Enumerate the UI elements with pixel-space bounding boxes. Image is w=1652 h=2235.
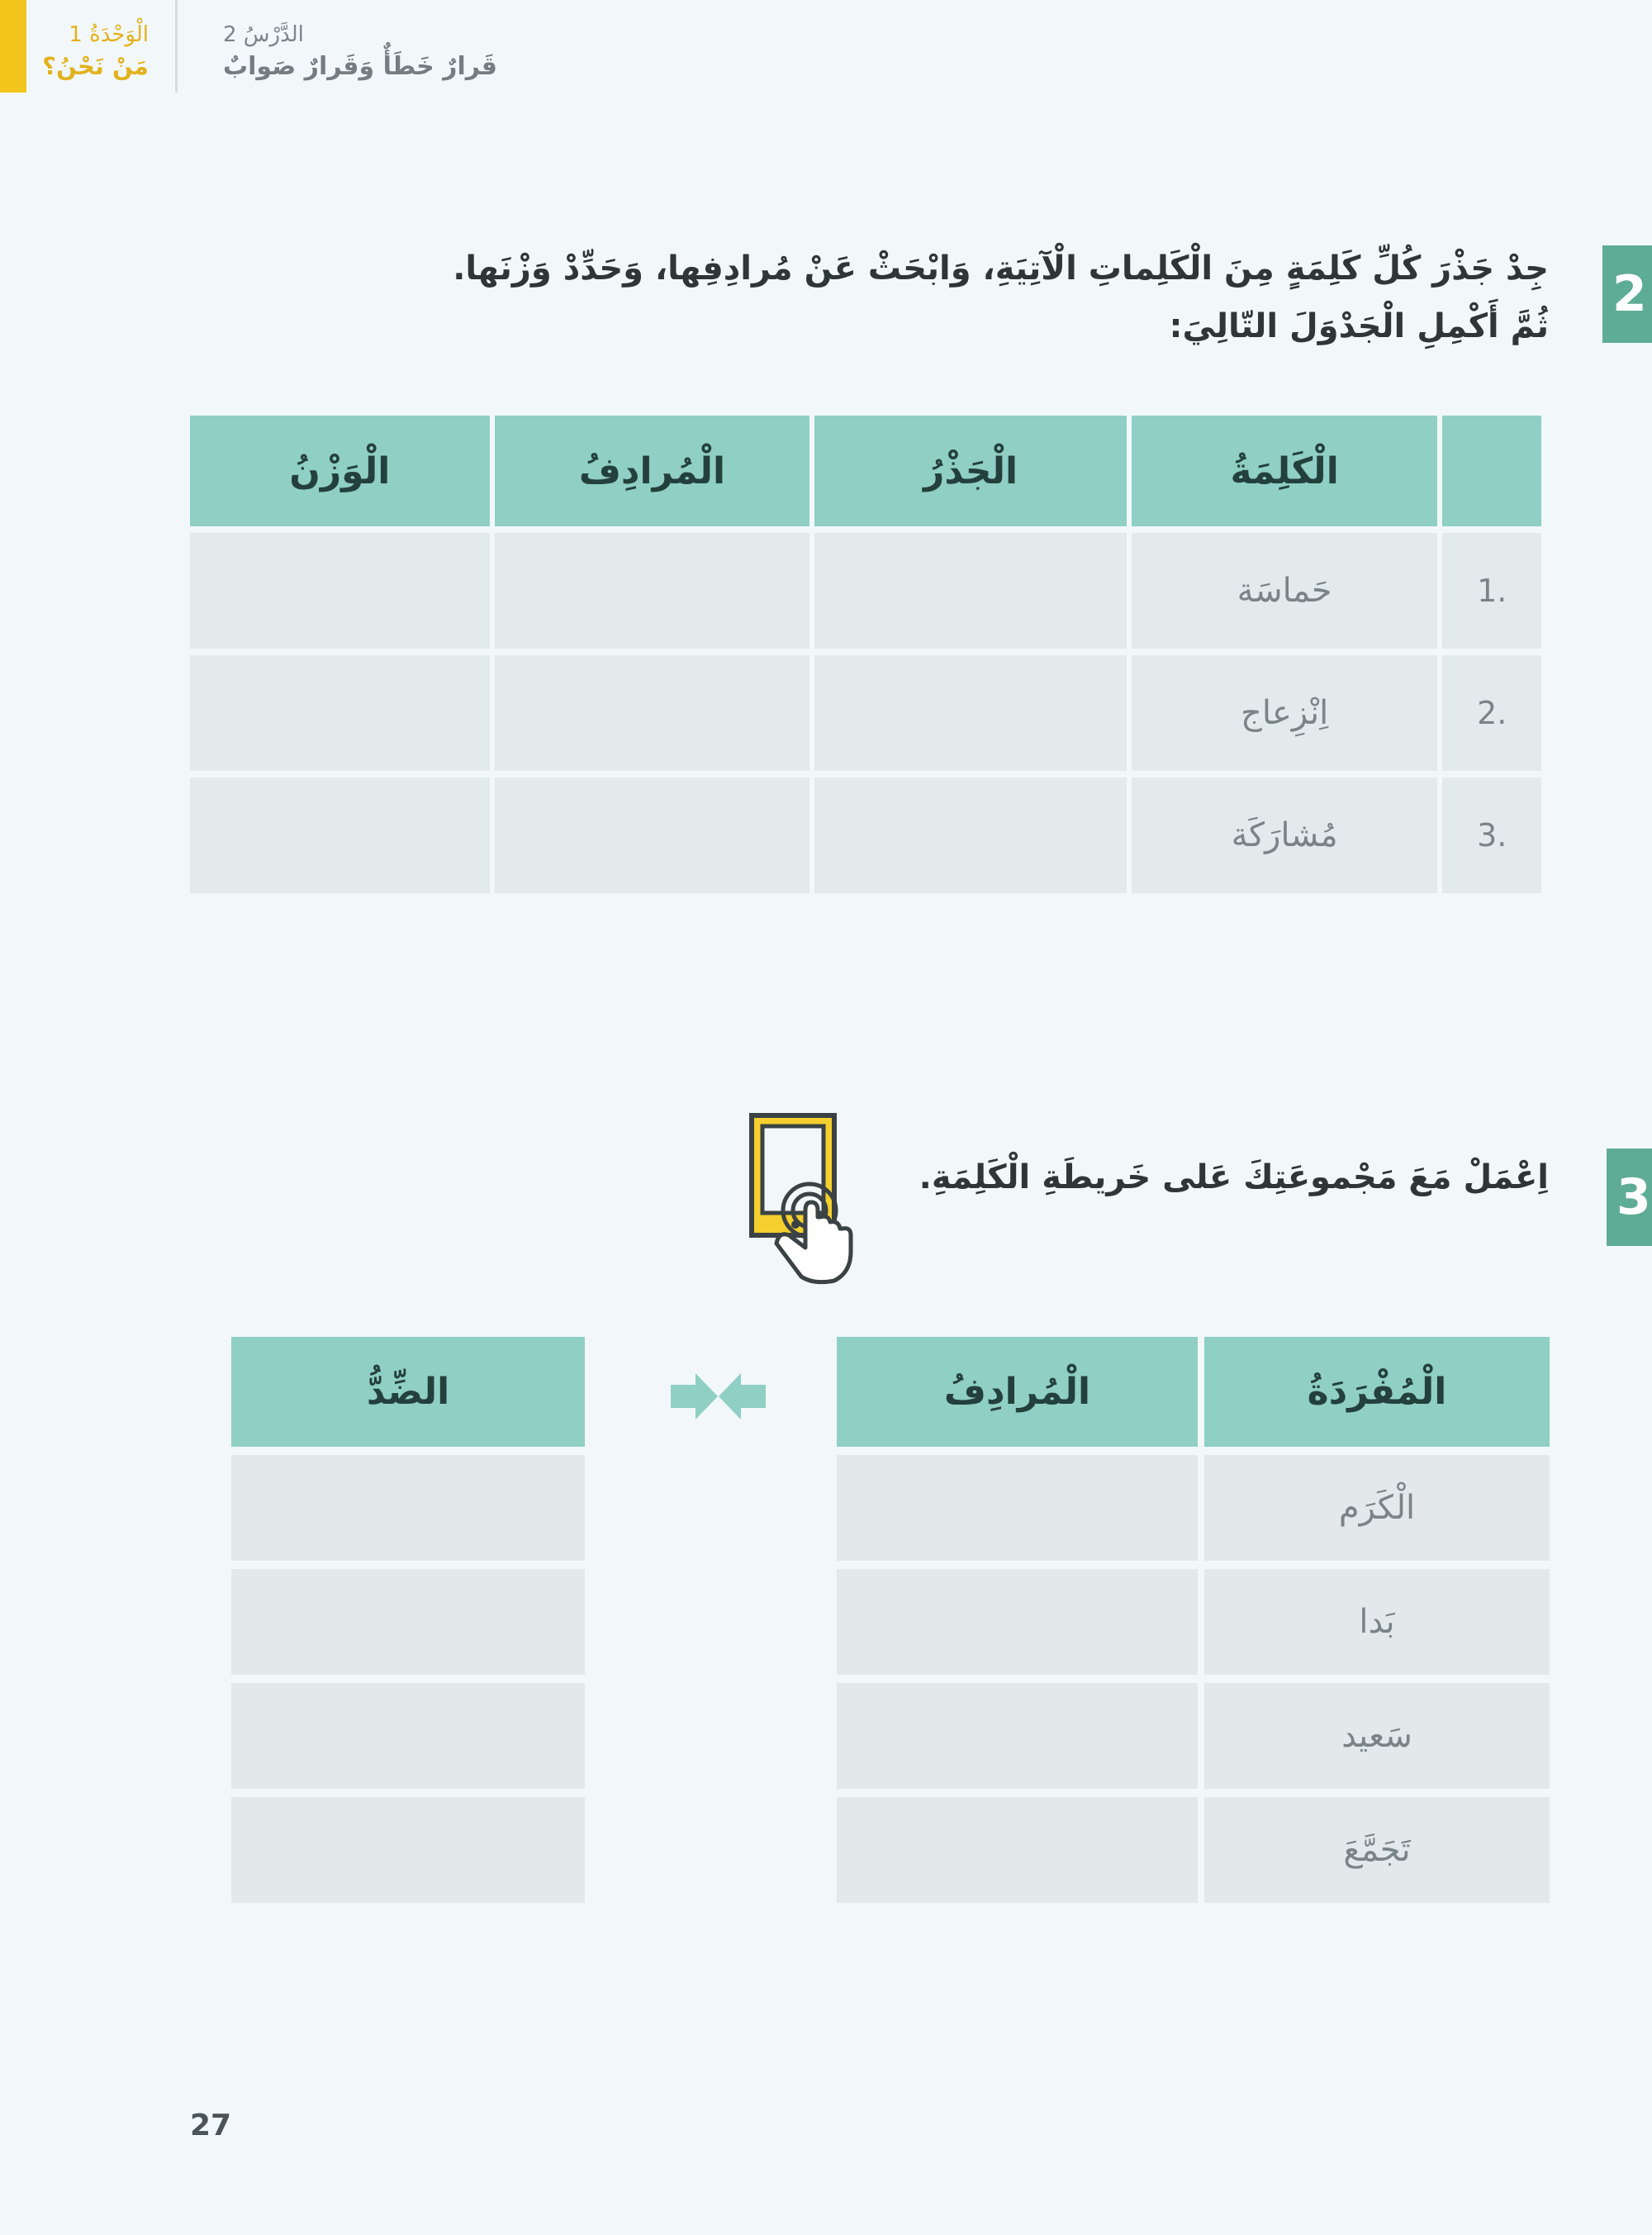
unit-title: مَنْ نَحْنُ؟ — [42, 52, 149, 80]
opposite-answer-cell[interactable] — [231, 1797, 585, 1903]
table-header-row — [190, 416, 1541, 526]
section-2-instruction — [248, 240, 1549, 355]
tablet-touch-icon — [748, 1111, 859, 1286]
instruction-line-1: جِدْ جَذْرَ كُلِّ كَلِمَةٍ مِنَ الْكَلِماتِ الْآتِيَةِ، وَابْحَثْ عَنْ مُرادِفِها، وَحَدِّدْ وَزْنَها. — [453, 250, 1549, 288]
synonym-answer-cell[interactable] — [837, 1797, 1198, 1903]
table-row — [231, 1455, 585, 1561]
root-synonym-weight-table — [190, 416, 1541, 900]
word-cell: بَدا — [1204, 1569, 1550, 1675]
word-cell: حَماسَة — [1132, 533, 1438, 649]
root-answer-cell[interactable] — [814, 533, 1127, 649]
table-row — [190, 533, 1541, 649]
weight-answer-cell[interactable] — [190, 533, 490, 649]
opposite-answer-cell[interactable] — [231, 1569, 585, 1675]
header-word: الْمُفْرَدَةُ — [1204, 1337, 1550, 1447]
root-answer-cell[interactable] — [814, 655, 1127, 771]
unit-label — [33, 20, 149, 83]
table-row — [231, 1797, 585, 1903]
header-synonym: الْمُرادِفُ — [495, 416, 810, 526]
word-cell: سَعيد — [1204, 1683, 1550, 1789]
word-synonym-table — [837, 1337, 1550, 1911]
weight-answer-cell[interactable] — [190, 655, 490, 771]
table-row — [231, 1683, 585, 1789]
unit-color-bar — [0, 0, 26, 93]
header-word: الْكَلِمَةُ — [1132, 416, 1438, 526]
header-number — [1442, 416, 1541, 526]
table-header-row — [837, 1337, 1550, 1447]
table-row — [837, 1683, 1550, 1789]
weight-answer-cell[interactable] — [190, 777, 490, 893]
synonym-answer-cell[interactable] — [495, 655, 810, 771]
opposite-answer-cell[interactable] — [231, 1455, 585, 1561]
header-divider — [175, 0, 178, 93]
word-cell: اِنْزِعاج — [1132, 655, 1438, 771]
lesson-title: قَرارٌ خَطَأٌ وَقَرارٌ صَوابٌ — [223, 52, 498, 81]
header-synonym: الْمُرادِفُ — [837, 1337, 1198, 1447]
row-number: .2 — [1442, 655, 1541, 771]
synonym-answer-cell[interactable] — [837, 1683, 1198, 1789]
lesson-number: الدَّرْسُ 2 — [223, 22, 304, 47]
synonym-answer-cell[interactable] — [837, 1569, 1198, 1675]
table-header-row — [231, 1337, 585, 1447]
word-cell: تَجَمَّعَ — [1204, 1797, 1550, 1903]
word-cell: مُشارَكَة — [1132, 777, 1438, 893]
table-row — [837, 1797, 1550, 1903]
header-opposite: الضِّدُّ — [231, 1337, 585, 1447]
opposite-table — [231, 1337, 585, 1911]
section-2-badge: 2 — [1602, 245, 1652, 343]
page-number: 27 — [190, 2109, 232, 2142]
root-answer-cell[interactable] — [814, 777, 1127, 893]
table-row — [190, 655, 1541, 771]
table-row — [837, 1455, 1550, 1561]
section-3-badge: 3 — [1607, 1148, 1652, 1246]
header-weight: الْوَزْنُ — [190, 416, 490, 526]
word-cell: الْكَرَم — [1204, 1455, 1550, 1561]
lesson-label — [223, 20, 553, 84]
opposite-answer-cell[interactable] — [231, 1683, 585, 1789]
synonym-answer-cell[interactable] — [495, 533, 810, 649]
table-row — [190, 777, 1541, 893]
row-number: .1 — [1442, 533, 1541, 649]
unit-number: الْوَحْدَةُ 1 — [69, 22, 149, 47]
section-3-instruction: اِعْمَلْ مَعَ مَجْموعَتِكَ عَلى خَريطَةِ الْكَلِمَةِ. — [919, 1158, 1549, 1196]
instruction-line-2: ثُمَّ أَكْمِلِ الْجَدْوَلَ التّالِيَ: — [1169, 307, 1549, 345]
table-row — [837, 1569, 1550, 1675]
synonym-answer-cell[interactable] — [837, 1455, 1198, 1561]
row-number: .3 — [1442, 777, 1541, 893]
converging-arrows-icon — [671, 1373, 766, 1419]
table-row — [231, 1569, 585, 1675]
header-root: الْجَذْرُ — [814, 416, 1127, 526]
synonym-answer-cell[interactable] — [495, 777, 810, 893]
